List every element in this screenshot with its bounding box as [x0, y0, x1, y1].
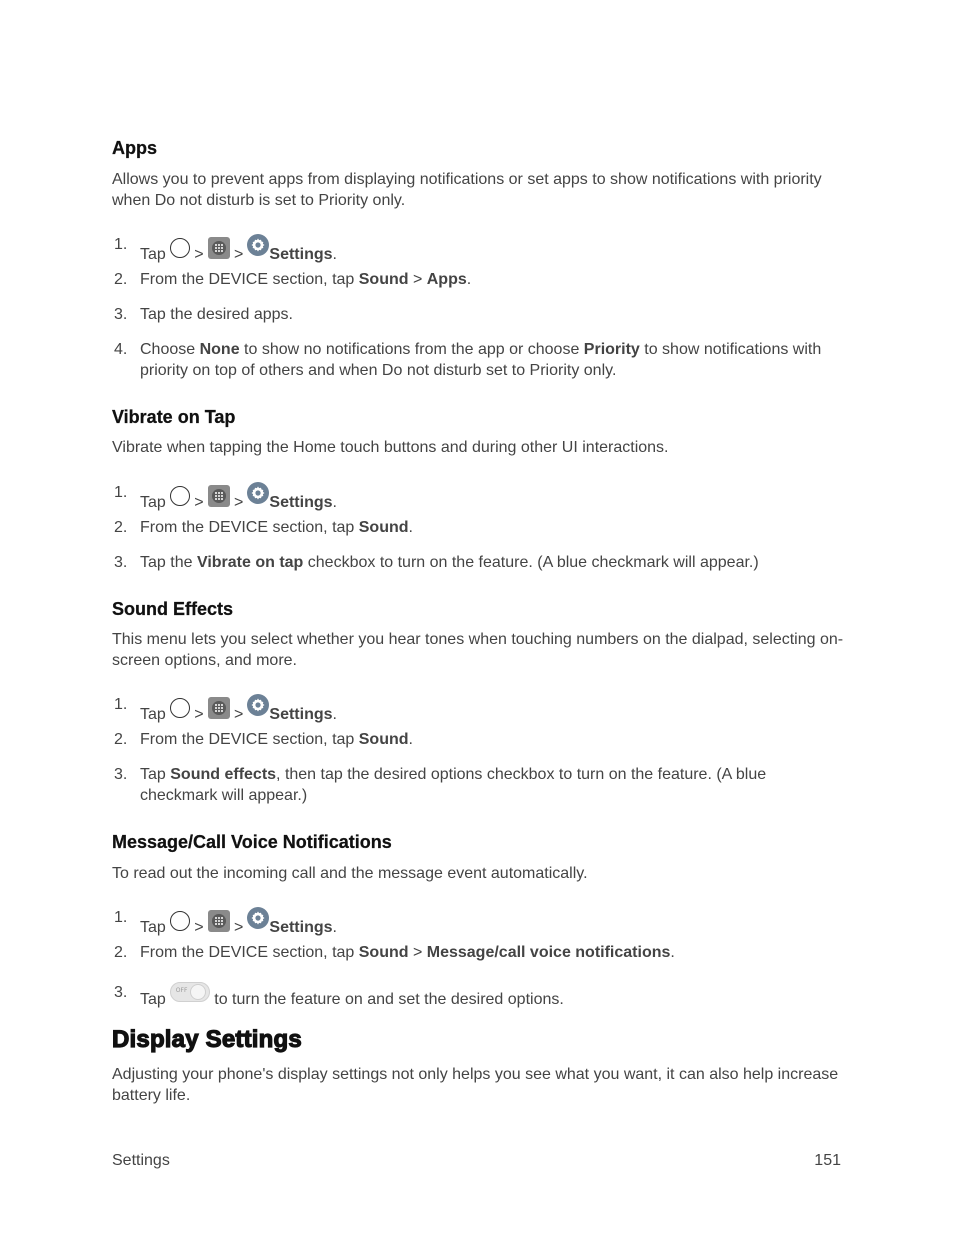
step-bold: Settings: [269, 919, 333, 936]
footer-section-name: Settings: [112, 1152, 170, 1169]
toggle-knob: [190, 984, 206, 1000]
step-number: 3.: [114, 554, 128, 571]
section-heading-display-settings: Display Settings: [112, 1026, 302, 1053]
step-number: 3.: [114, 984, 128, 1001]
step-text: Tap the desired apps.: [140, 306, 293, 323]
step-sep: >: [234, 246, 244, 263]
list-item: [112, 942, 844, 982]
step-bold: Sound effects: [170, 766, 277, 783]
step-number: 1.: [114, 909, 128, 926]
step-number: 2.: [114, 944, 128, 961]
step-number: 2.: [114, 271, 128, 288]
step-number: 1.: [114, 484, 128, 501]
step-text: >: [408, 271, 427, 288]
section-desc-apps: Allows you to prevent apps from displaying notifications or set apps to show notifications with priority when Do not disturb is set to Priority only.: [112, 171, 822, 209]
step-text-end: .: [408, 519, 413, 536]
steps-vibrate: [112, 482, 844, 573]
step-text-end: .: [466, 271, 472, 288]
step-text: From the DEVICE section, tap: [140, 519, 359, 536]
step-number: 3.: [114, 306, 128, 323]
section-heading-sound-effects: Sound Effects: [112, 599, 234, 619]
step-bold: Sound: [358, 271, 409, 288]
step-text-end: checkbox to turn on the feature. (A blue checkmark will appear.): [303, 554, 759, 571]
home-icon: [170, 698, 190, 718]
toggle-switch-icon: [170, 982, 210, 1002]
step-text: Tap: [140, 706, 166, 723]
step-number: 1.: [114, 696, 128, 713]
step-bold: Sound: [358, 519, 409, 536]
apps-icon: [208, 485, 230, 507]
settings-gear-icon: [247, 907, 269, 929]
step-bold: Settings: [269, 706, 333, 723]
list-item: [112, 269, 844, 304]
list-item: [112, 764, 844, 806]
home-icon: [170, 486, 190, 506]
apps-icon: [208, 910, 230, 932]
toggle-off-label: OFF: [175, 987, 188, 994]
step-bold: None: [199, 341, 240, 358]
step-text: From the DEVICE section, tap: [140, 944, 359, 961]
step-text-end: to show notifications with priority on top of others and when Do not disturb set to Priority only.: [140, 341, 822, 379]
section-desc-vibrate: Vibrate when tapping the Home touch buttons and during other UI interactions.: [112, 439, 669, 456]
step-text: >: [408, 944, 427, 961]
step-sep: >: [194, 494, 204, 511]
section-heading-voice-notifications: Message/Call Voice Notifications: [112, 832, 392, 852]
steps-apps: [112, 234, 844, 381]
home-icon: [170, 911, 190, 931]
step-text: Choose: [140, 341, 200, 358]
step-number: 3.: [114, 766, 128, 783]
step-bold: Settings: [269, 246, 333, 263]
step-text: Tap: [140, 246, 166, 263]
settings-gear-icon: [247, 694, 269, 716]
list-item: [112, 982, 844, 1010]
step-text-end: .: [332, 706, 337, 723]
step-text: Tap: [140, 766, 171, 783]
step-bold: Sound: [358, 731, 409, 748]
steps-voice-notifications: [112, 907, 844, 1010]
home-icon: [170, 238, 190, 258]
step-text: Tap: [140, 991, 166, 1008]
step-text: From the DEVICE section, tap: [140, 271, 359, 288]
step-text-end: to turn the feature on and set the desired options.: [209, 991, 564, 1008]
list-item: [112, 482, 844, 517]
section-desc-display-settings: Adjusting your phone's display settings not only helps you see what you want, it can also help increase battery life.: [112, 1066, 839, 1104]
step-text: Tap: [140, 919, 166, 936]
step-sep: >: [234, 919, 244, 936]
step-bold: Settings: [269, 494, 333, 511]
settings-gear-icon: [247, 482, 269, 504]
step-text-end: .: [332, 919, 337, 936]
step-sep: >: [194, 246, 204, 263]
step-bold: Sound: [358, 944, 409, 961]
step-text-end: , then tap the desired options checkbox to turn on the feature. (A blue checkmark will appear.): [140, 766, 767, 804]
list-item: [112, 517, 844, 552]
step-number: 2.: [114, 519, 128, 536]
section-heading-vibrate: Vibrate on Tap: [112, 407, 236, 427]
step-text: to show no notifications from the app or choose: [239, 341, 584, 358]
apps-icon: [208, 237, 230, 259]
list-item: [112, 729, 844, 764]
step-number: 4.: [114, 341, 128, 358]
list-item: [112, 552, 844, 573]
step-text-end: .: [670, 944, 675, 961]
list-item: [112, 907, 844, 942]
step-sep: >: [234, 494, 244, 511]
step-sep: >: [194, 706, 204, 723]
section-desc-sound-effects: This menu lets you select whether you hear tones when touching numbers on the dialpad, selecting on-screen options, and more.: [112, 631, 844, 669]
step-text: Tap the: [140, 554, 197, 571]
step-number: 1.: [114, 236, 128, 253]
step-sep: >: [194, 919, 204, 936]
step-sep: >: [234, 706, 244, 723]
list-item: [112, 304, 844, 339]
step-text: Tap: [140, 494, 166, 511]
step-bold: Apps: [426, 271, 467, 288]
step-bold: Message/call voice notifications: [426, 944, 671, 961]
list-item: [112, 694, 844, 729]
list-item: [112, 234, 844, 269]
section-desc-voice-notifications: To read out the incoming call and the message event automatically.: [112, 865, 588, 882]
step-text-end: .: [332, 246, 337, 263]
apps-icon: [208, 697, 230, 719]
step-number: 2.: [114, 731, 128, 748]
settings-gear-icon: [247, 234, 269, 256]
step-text-end: .: [332, 494, 337, 511]
step-text: From the DEVICE section, tap: [140, 731, 359, 748]
step-bold: Vibrate on tap: [196, 554, 304, 571]
section-heading-apps: Apps: [112, 138, 157, 158]
footer-page-number: 151: [814, 1152, 841, 1169]
steps-sound-effects: [112, 694, 844, 806]
step-bold: Priority: [583, 341, 640, 358]
step-text-end: .: [408, 731, 413, 748]
list-item: [112, 339, 844, 381]
